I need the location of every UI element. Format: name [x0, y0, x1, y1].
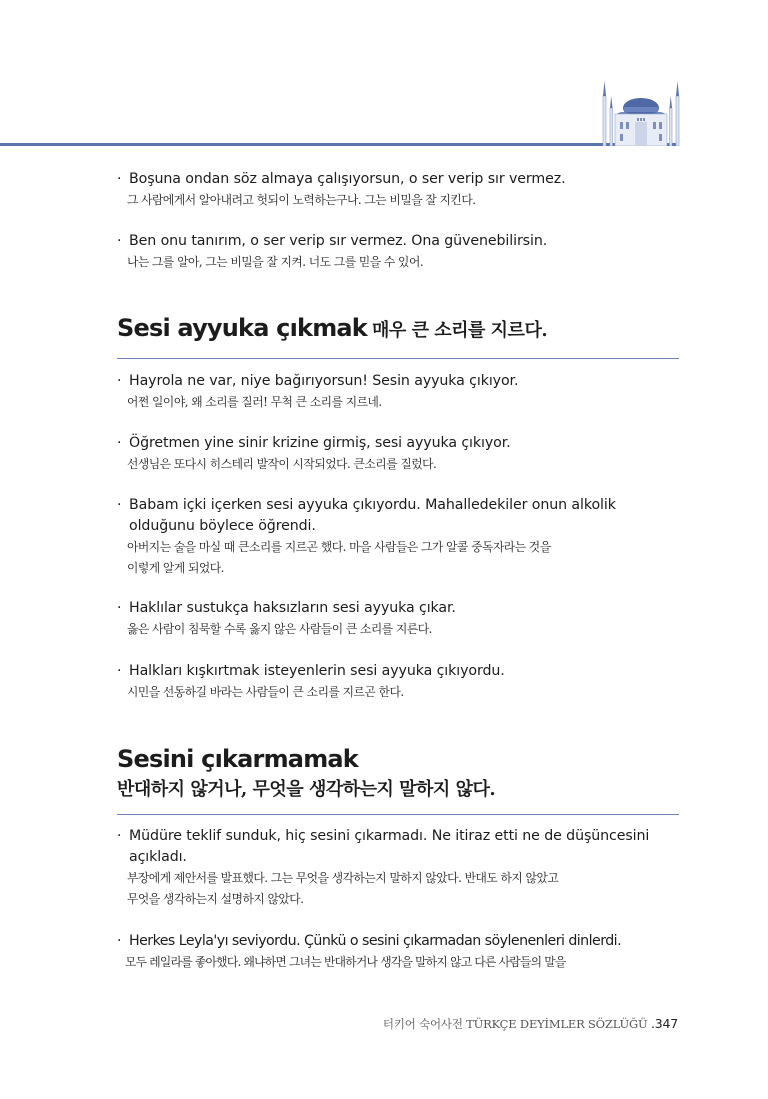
book-title: 터키어 숙어사전 TÜRKÇE DEYİMLER SÖZLÜĞÜ: [382, 1017, 648, 1031]
idiom-korean: 반대하지 않거나, 무엇을 생각하는지 말하지 않다.: [117, 779, 496, 800]
example-entry: [117, 495, 679, 579]
bullet: ·: [117, 933, 121, 949]
bullet: ·: [117, 171, 122, 187]
bullet: ·: [117, 497, 122, 513]
turkish-sentence: Boşuna ondan söz almaya çalışıyorsun, o ser verip sır vermez.: [129, 171, 566, 187]
bullet: ·: [117, 435, 122, 451]
korean-translation: 나는 그를 알아, 그는 비밀을 잘 지켜. 너도 그를 믿을 수 있어.: [127, 255, 424, 269]
bullet: ·: [117, 600, 122, 616]
turkish-sentence: Halkları kışkırtmak isteyenlerin sesi ayyuka çıkıyordu.: [129, 663, 505, 679]
turkish-sentence: Haklılar sustukça haksızların sesi ayyuka çıkar.: [129, 600, 456, 616]
bullet: ·: [117, 233, 122, 249]
turkish-sentence: Hayrola ne var, niye bağırıyorsun! Sesin ayyuka çıkıyor.: [129, 373, 519, 389]
korean-translation: 부장에게 제안서를 발표했다. 그는 무엇을 생각하는지 말하지 않았다. 반대도 하지 않았고: [127, 871, 559, 885]
korean-translation: 어쩐 일이야, 왜 소리를 질러! 무척 큰 소리를 지르네.: [127, 395, 382, 409]
example-entry: [117, 931, 679, 973]
korean-translation: 이렇게 알게 되었다.: [127, 561, 224, 575]
turkish-sentence: Öğretmen yine sinir krizine girmiş, sesi ayyuka çıkıyor.: [129, 435, 511, 451]
idiom-turkish: Sesini çıkarmamak: [117, 745, 358, 773]
korean-translation: 아버지는 술을 마실 때 큰소리를 지르곤 했다. 마을 사람들은 그가 알콜 중독자라는 것을: [127, 540, 551, 554]
mosque-icon: [600, 78, 682, 146]
page-number: .347: [650, 1016, 678, 1031]
example-entry: [117, 231, 679, 273]
example-entry: [117, 598, 679, 640]
header-rule: [0, 143, 679, 146]
korean-translation: 모두 레일라를 좋아했다. 왜냐하면 그녀는 반대하거나 생각을 말하지 않고 다른 사람들의 말을: [125, 955, 566, 969]
bullet: ·: [117, 828, 122, 844]
bullet: ·: [117, 663, 122, 679]
korean-translation: 시민을 선동하길 바라는 사람들이 큰 소리를 지르곤 한다.: [127, 685, 404, 699]
idiom-korean: 매우 큰 소리를 지르다.: [372, 320, 548, 341]
idiom-heading: [117, 314, 679, 342]
example-entry: [117, 169, 679, 211]
turkish-sentence: Herkes Leyla'yı seviyordu. Çünkü o sesini çıkarmadan söylenenleri dinlerdi.: [129, 933, 622, 949]
example-entry: [117, 661, 679, 703]
turkish-sentence: Ben onu tanırım, o ser verip sır vermez. Ona güvenebilirsin.: [129, 233, 548, 249]
example-entry: [117, 433, 679, 475]
idiom-turkish: Sesi ayyuka çıkmak: [117, 314, 367, 342]
page-footer: [383, 1016, 678, 1032]
turkish-sentence: Babam içki içerken sesi ayyuka çıkıyordu. Mahalledekiler onun alkolik olduğunu böylece öğrendi.: [129, 497, 616, 534]
korean-translation: 그 사람에게서 알아내려고 헛되이 노력하는구나. 그는 비밀을 잘 지킨다.: [127, 193, 476, 207]
korean-translation: 선생님은 또다시 히스테리 발작이 시작되었다. 큰소리를 질렀다.: [127, 457, 437, 471]
bullet: ·: [117, 373, 122, 389]
korean-translation: 무엇을 생각하는지 설명하지 않았다.: [127, 892, 304, 906]
section-divider: [117, 814, 679, 815]
idiom-heading: [117, 745, 679, 801]
example-entry: [117, 371, 679, 413]
korean-translation: 옳은 사람이 침묵할 수록 옳지 않은 사람들이 큰 소리를 지른다.: [127, 622, 432, 636]
turkish-sentence: Müdüre teklif sunduk, hiç sesini çıkarmadı. Ne itiraz etti ne de düşüncesini açıkladı.: [129, 828, 650, 865]
section-divider: [117, 358, 679, 359]
example-entry: [117, 826, 679, 910]
